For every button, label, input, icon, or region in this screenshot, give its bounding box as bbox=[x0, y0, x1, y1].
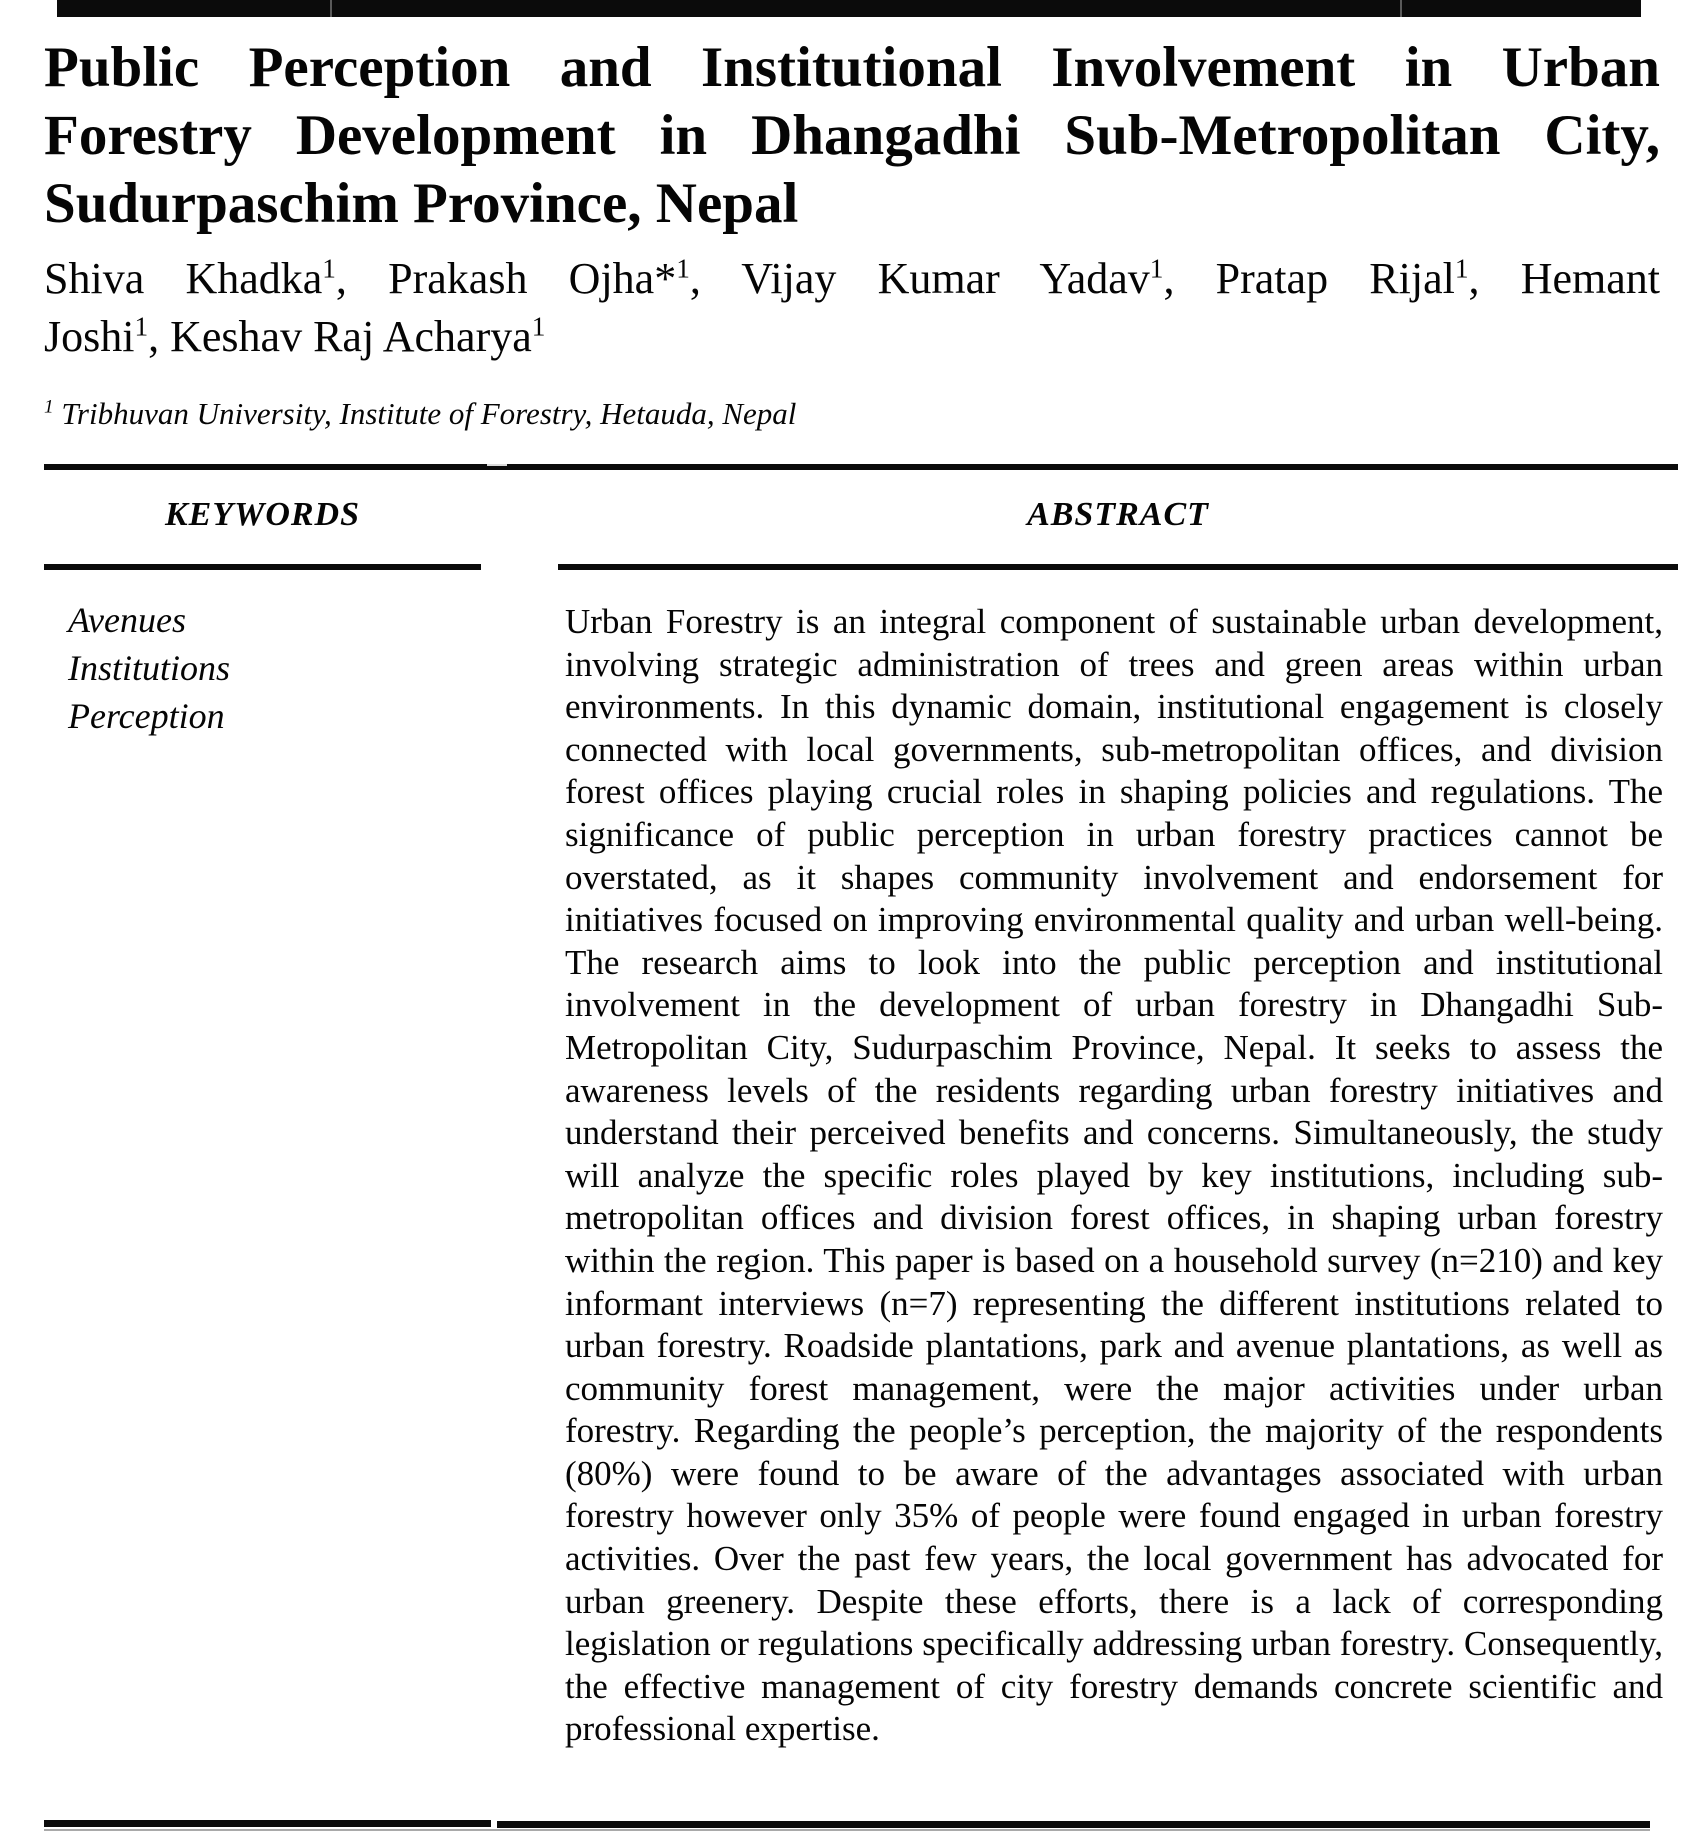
keyword-item: Perception bbox=[68, 696, 225, 736]
title-line: Public Perception and Institutional Involvement in Urban bbox=[44, 36, 1660, 99]
authors-line: Shiva Khadka$^1$, Prakash Ojha*$^1$, Vijay Kumar Yadav$^1$, Pratap Rijal$^1$, Hemant bbox=[44, 253, 1660, 303]
paper-title bbox=[44, 34, 1660, 238]
top-rule-seam bbox=[330, 0, 332, 17]
header-separator-rule-seam bbox=[487, 464, 507, 466]
authors-line: Joshi$^1$, Keshav Raj Acharya$^1$ bbox=[44, 311, 546, 361]
title-line: Sudurpaschim Province, Nepal bbox=[44, 172, 799, 235]
keyword-item: Avenues bbox=[68, 600, 186, 640]
keywords-underline-rule bbox=[44, 564, 481, 570]
title-line: Forestry Development in Dhangadhi Sub-Metropolitan City, bbox=[44, 104, 1660, 167]
abstract-underline-rule bbox=[558, 564, 1678, 570]
top-rule bbox=[57, 0, 1641, 17]
affiliation-superscript: 1 bbox=[676, 253, 690, 284]
keywords-list bbox=[68, 596, 468, 740]
abstract-text: Urban Forestry is an integral component of sustainable urban development, involving strategic administration of trees and green areas within urban environments. In this dynamic domain, institutional engagement is closely connected with local governments, sub-metropolitan offices, and division forest offices playing crucial roles in shaping policies and regulations. The significance of public perception in urban forestry practices cannot be overstated, as it shapes community involvement and endorsement for initiatives focused on improving environmental quality and urban well-being. The research aims to look into the public perception and institutional involvement in the development of urban forestry in Dhangadhi Sub-Metropolitan City, Sudurpaschim Province, Nepal. It seeks to assess the awareness levels of the residents regarding urban forestry initiatives and understand their perceived benefits and concerns. Simultaneously, the study will analyze the specific roles played by key institutions, including sub-metropolitan offices and division forest offices, in shaping urban forestry within the region. This paper is based on a household survey (n=210) and key informant interviews (n=7) representing the different institutions related to urban forestry. Roadside plantations, park and avenue plantations, as well as community forest management, were the major activities under urban forestry. Regarding the people’s perception, the majority of the respondents (80%) were found to be aware of the advantages associated with urban forestry however only 35% of people were found engaged in urban forestry activities. Over the past few years, the local government has advocated for urban greenery. Despite these efforts, there is a lack of corresponding legislation or regulations specifically addressing urban forestry. Consequently, the effective management of city forestry demands concrete scientific and professional expertise. bbox=[565, 602, 1663, 1749]
affiliation-superscript: 1 bbox=[1454, 253, 1469, 284]
affiliation-superscript: 1 bbox=[134, 311, 149, 342]
bottom-rule-shadow bbox=[44, 1829, 1650, 1831]
header-separator-rule bbox=[44, 464, 1678, 470]
top-rule-seam bbox=[1400, 0, 1402, 17]
bottom-rule bbox=[497, 1821, 1650, 1828]
keywords-heading: KEYWORDS bbox=[164, 496, 361, 533]
bottom-rule bbox=[44, 1820, 491, 1827]
affiliation-superscript: 1 bbox=[322, 253, 336, 284]
keyword-item: Institutions bbox=[68, 648, 231, 688]
affiliation-superscript: 1 bbox=[1149, 253, 1164, 284]
abstract-heading: ABSTRACT bbox=[1027, 496, 1209, 533]
affiliation: $^1$ Tribhuvan University, Institute of Forestry, Hetauda, Nepal bbox=[44, 396, 797, 431]
authors bbox=[44, 250, 1660, 366]
affiliation-superscript: 1 bbox=[531, 311, 546, 342]
affiliation-superscript: 1 bbox=[44, 396, 54, 418]
